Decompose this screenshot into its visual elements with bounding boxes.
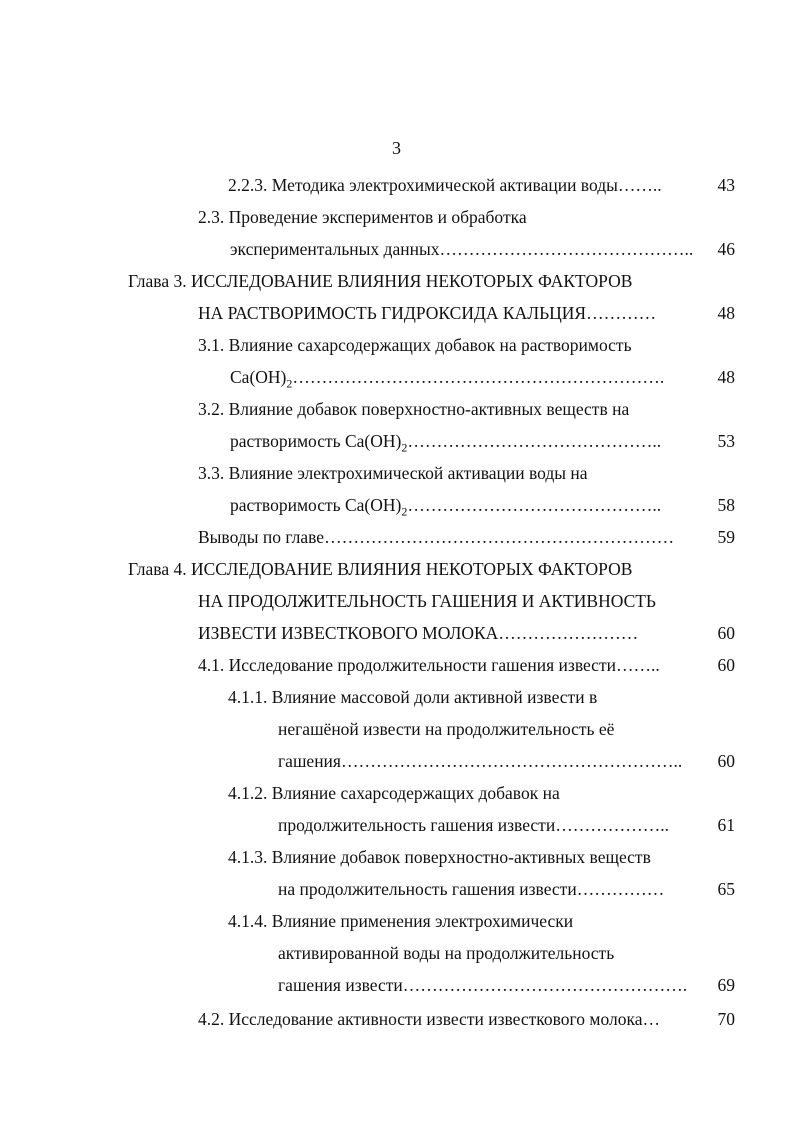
toc-entry-label: [230, 492, 661, 525]
toc-entry-prefix: 3.3.: [198, 463, 225, 483]
toc-leader-dots: ……..: [615, 655, 660, 675]
toc-entry-label: [128, 556, 632, 582]
toc-entry-label: [198, 396, 629, 422]
toc-entry-title: Проведение экспериментов и обработка: [228, 207, 527, 227]
toc-chapter-title: ИССЛЕДОВАНИЕ ВЛИЯНИЯ НЕКОТОРЫХ ФАКТОРОВ: [190, 271, 633, 291]
toc-entry-label: [278, 748, 682, 774]
toc-entry-prefix: 3.1.: [198, 335, 225, 355]
toc-entry-continuation: [230, 492, 735, 518]
toc-leader-dots: ………………..: [555, 815, 669, 835]
toc-entry-title: Исследование продолжительности гашения извести: [228, 655, 616, 675]
toc-entry-title: Влияние применения электрохимически: [271, 911, 574, 931]
toc-entry-continuation: [278, 972, 735, 998]
toc-entry-title: гашения извести: [278, 975, 403, 995]
toc-entry-label: [228, 684, 597, 710]
toc-entry-title: экспериментальных данных: [230, 239, 440, 259]
toc-entry-label: [198, 300, 656, 326]
toc-entry: [228, 172, 735, 198]
toc-entry-title: Исследование активности извести известкового молока: [228, 1009, 643, 1029]
toc-chapter-continuation: [198, 588, 735, 614]
toc-entry-prefix: 2.2.3.: [228, 175, 268, 195]
toc-entry-title: Влияние массовой доли активной извести в: [271, 687, 598, 707]
toc-entry-prefix: 4.2.: [198, 1009, 225, 1029]
toc-entry-title: Методика электрохимической активации воды: [271, 175, 618, 195]
toc-leader-dots: ………………………………………….: [402, 975, 688, 995]
toc-chapter: [128, 268, 735, 294]
toc-entry-continuation: [230, 364, 735, 390]
toc-entry-title: активированной воды на продолжительность: [278, 943, 615, 963]
toc-chapter-prefix: Глава 3.: [128, 271, 187, 291]
toc-entry-prefix: 4.1.4.: [228, 911, 268, 931]
toc-entry-continuation: [278, 812, 735, 838]
toc-entry-label: [278, 812, 669, 838]
toc-entry-prefix: 3.2.: [198, 399, 225, 419]
toc-entry-continuation: [278, 876, 735, 902]
toc-entry-label: [230, 236, 693, 262]
toc-entry: [228, 684, 735, 710]
toc-chapter-continuation: [198, 300, 735, 326]
toc-leader-dots: ……………………………………..: [407, 431, 662, 451]
toc-entry-label: [198, 620, 638, 646]
toc-entry: [198, 1006, 735, 1032]
toc-subscript: 2: [286, 376, 293, 391]
toc-leader-dots: ……………………………………..: [407, 495, 662, 515]
toc-entry-title: Ca(OH): [230, 367, 287, 387]
toc-page-number: 60: [717, 623, 735, 643]
toc-entry-title: гашения: [278, 751, 341, 771]
toc-entry-title: растворимость Ca(OH): [230, 495, 402, 515]
toc-entry: [228, 780, 735, 806]
toc-entry: [198, 204, 735, 230]
toc-page-number: 46: [717, 239, 735, 259]
toc-entry-title: Выводы по главе: [198, 527, 325, 547]
toc-entry-continuation: [278, 748, 735, 774]
toc-leader-dots: ……………………………………..: [439, 239, 694, 259]
toc-entry-label: [198, 1006, 660, 1032]
toc-leader-dots: ……………: [576, 879, 665, 899]
toc-chapter-continuation: [198, 620, 735, 646]
toc-entry: [198, 652, 735, 678]
toc-entry-label: [198, 652, 660, 678]
toc-entry-title: Влияние сахарсодержащих добавок на растворимость: [228, 335, 632, 355]
toc-chapter-prefix: Глава 4.: [128, 559, 187, 579]
toc-leader-dots: ……………………………………………………….: [292, 367, 665, 387]
toc-entry-prefix: 4.1.1.: [228, 687, 268, 707]
toc-entry-continuation: [278, 716, 735, 742]
toc-entry-label: [278, 940, 614, 966]
toc-page-number: 60: [717, 751, 735, 771]
toc-entry-label: [278, 972, 687, 998]
toc-entry-label: [198, 332, 632, 358]
toc-page-number: 48: [717, 303, 735, 323]
toc-chapter-title: ИЗВЕСТИ ИЗВЕСТКОВОГО МОЛОКА: [198, 623, 499, 643]
toc-page-number: 48: [717, 367, 735, 387]
toc-entry-title: Влияние добавок поверхностно-активных веществ: [271, 847, 651, 867]
toc-entry-continuation: [230, 236, 735, 262]
toc-entry-prefix: 4.1.2.: [228, 783, 268, 803]
toc-entry-prefix: 2.3.: [198, 207, 225, 227]
toc-entry-label: [198, 204, 527, 230]
toc-page-number: 70: [717, 1009, 735, 1029]
toc-subscript: 2: [401, 440, 408, 455]
toc-entry-label: [228, 844, 651, 870]
toc-leader-dots: …………: [586, 303, 657, 323]
toc-subscript: 2: [401, 504, 408, 519]
toc-entry-label: [228, 172, 662, 198]
toc-leader-dots: ……..: [617, 175, 662, 195]
toc-entry-label: [278, 876, 664, 902]
toc-entry: [198, 524, 735, 550]
toc-page-number: 60: [717, 655, 735, 675]
toc-leader-dots: ……………………………………………………: [324, 527, 675, 547]
toc-entry-label: [228, 908, 573, 934]
toc-chapter-title: НА РАСТВОРИМОСТЬ ГИДРОКСИДА КАЛЬЦИЯ: [198, 303, 587, 323]
toc-page-number: 58: [717, 495, 735, 515]
toc-page-number: 61: [717, 815, 735, 835]
toc-entry-title: Влияние добавок поверхностно-активных веществ на: [228, 399, 630, 419]
toc-entry-continuation: [230, 428, 735, 454]
toc-entry-label: [230, 364, 664, 397]
toc-entry-prefix: 4.1.3.: [228, 847, 268, 867]
toc-entry-title: продолжительность гашения извести: [278, 815, 556, 835]
toc-entry-label: [230, 428, 661, 461]
toc-page-number: 69: [717, 975, 735, 995]
toc-entry: [198, 460, 735, 486]
page-number: 3: [392, 138, 401, 158]
toc-entry-label: [198, 524, 674, 550]
toc-entry-label: [278, 716, 614, 742]
toc-entry: [198, 332, 735, 358]
toc-entry: [198, 396, 735, 422]
toc-entry-label: [198, 460, 588, 486]
toc-chapter-title: ИССЛЕДОВАНИЕ ВЛИЯНИЯ НЕКОТОРЫХ ФАКТОРОВ: [190, 559, 633, 579]
toc-leader-dots: ……………………: [498, 623, 639, 643]
toc-leader-dots: …: [642, 1009, 660, 1029]
toc-page-number: 43: [717, 175, 735, 195]
toc-leader-dots: …………………………………………………..: [340, 751, 683, 771]
toc-chapter: [128, 556, 735, 582]
toc-entry-title: растворимость Ca(OH): [230, 431, 402, 451]
toc-entry-prefix: 4.1.: [198, 655, 225, 675]
toc-entry-title: Влияние сахарсодержащих добавок на: [271, 783, 560, 803]
toc-entry-label: [198, 588, 656, 614]
toc-entry: [228, 908, 735, 934]
toc-entry-continuation: [278, 940, 735, 966]
toc-page-number: 59: [717, 527, 735, 547]
toc-chapter-title: НА ПРОДОЛЖИТЕЛЬНОСТЬ ГАШЕНИЯ И АКТИВНОСТЬ: [198, 591, 656, 611]
toc-page-number: 53: [717, 431, 735, 451]
toc-entry: [228, 844, 735, 870]
toc-entry-label: [128, 268, 632, 294]
toc-entry-title: Влияние электрохимической активации воды на: [228, 463, 588, 483]
toc-entry-label: [228, 780, 560, 806]
toc-entry-title: на продолжительность гашения извести: [278, 879, 577, 899]
toc-page-number: 65: [717, 879, 735, 899]
toc-entry-title: негашёной извести на продолжительность её: [278, 719, 615, 739]
